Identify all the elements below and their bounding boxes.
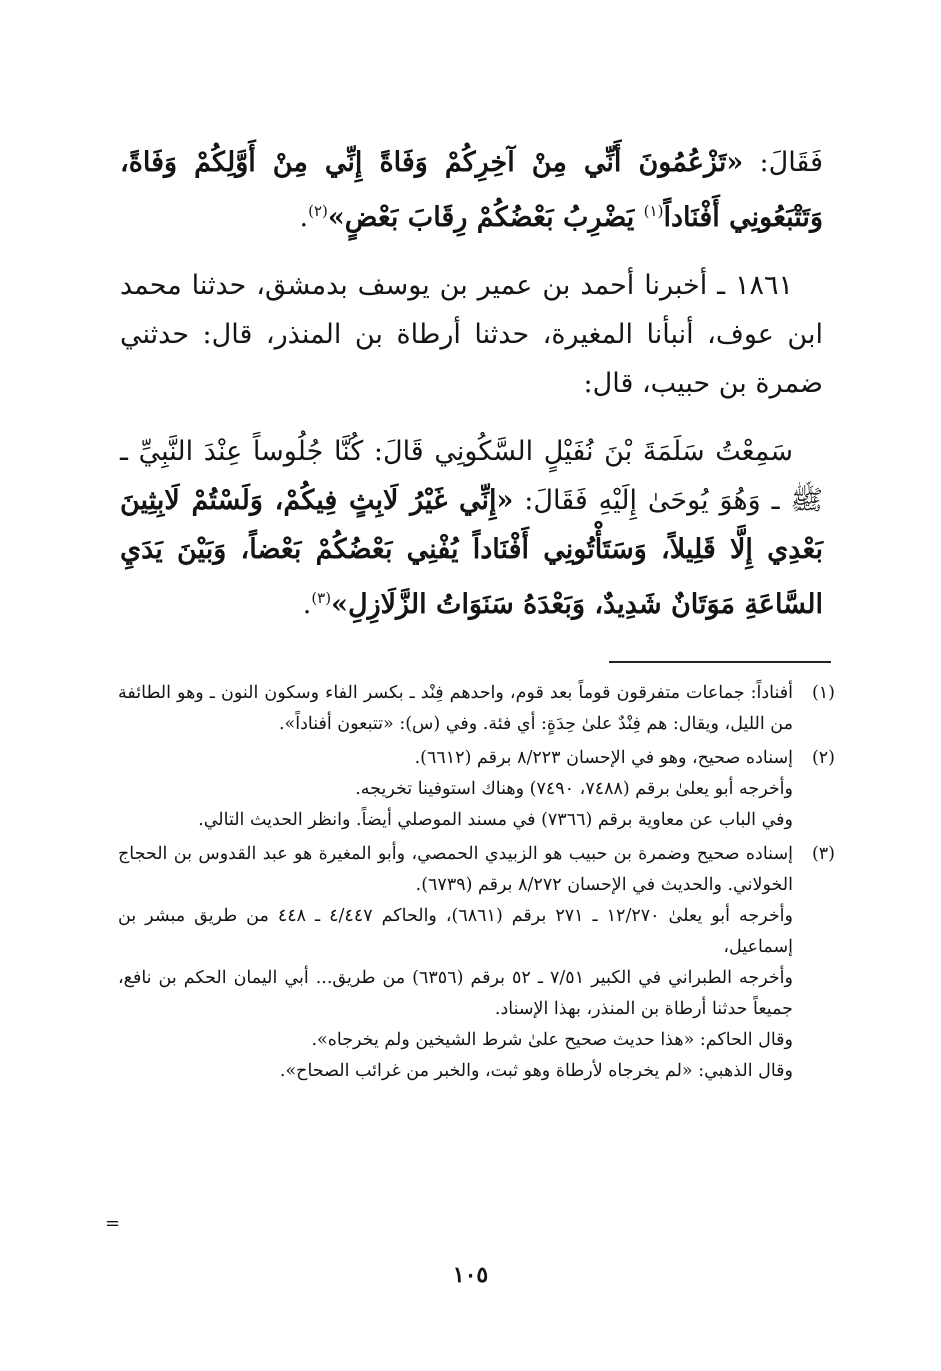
paragraph-1 — [120, 138, 823, 242]
footnote-line: وفي الباب عن معاوية برقم (٧٣٦٦) في مسند الموصلي أيضاً. وانظر الحديث التالي. — [198, 810, 793, 830]
footnote-line: إسناده صحيح وضمرة بن حبيب هو الزبيدي الحمصي، وأبو المغيرة هو عبد القدوس بن الحجاج الخولاني. والحديث في الإحسان ٨/٢٧٢ برقم (٦٧٣٩). — [118, 844, 793, 895]
footnote-line: وأخرجه أبو يعلىٰ ١٢/٢٧٠ ـ ٢٧١ برقم (٦٨٦١)، والحاكم ٤/٤٤٧ ـ ٤٤٨ من طريق مبشر بن إسماعيل، — [118, 906, 793, 957]
paragraph-intro: فَقَالَ: — [743, 147, 823, 178]
footnote-line: وأخرجه الطبراني في الكبير ٧/٥١ ـ ٥٢ برقم (٦٣٥٦) من طريق... أبي اليمان الحكم بن نافع، جميعاً حدثنا أرطاة بن المنذر، بهذا الإسناد. — [118, 968, 793, 1019]
footnote-ref: (٣) — [311, 589, 332, 607]
footnote-number: (٣) — [811, 844, 835, 864]
footnote-line: أفناداً: جماعات متفرقون قوماً بعد قوم، واحدهم فِنْد ـ بكسر الفاء وسكون النون ـ وهو الطائفة من الليل، ويقال: هم فِنْدٌ علىٰ حِدَةٍ: أي فئة. وفي (س): «تتبعون أفناداً». — [118, 683, 793, 734]
paragraph-intro: سَمِعْتُ سَلَمَةَ بْنَ نُفَيْلٍ السَّكُونِي قَالَ: كُنَّا جُلُوساً عِنْدَ النَّبِيِّ ـ ﷺ ـ وَهُوَ يُوحَىٰ إِلَيْهِ فَقَالَ: — [120, 436, 823, 516]
footnote-line: وأخرجه أبو يعلىٰ برقم (٧٤٨٨، ٧٤٩٠) وهناك استوفينا تخريجه. — [355, 779, 793, 799]
margin-mark: = — [105, 1213, 121, 1234]
hadith-text: «إِنِّي غَيْرُ لَابِثٍ فِيكُمْ، وَلَسْتُمْ لَابِثِينَ بَعْدِي إِلَّا قَلِيلاً، وَسَتَأْتُونِي أَفْنَاداً يُفْنِي بَعْضُكُمْ بَعْضاً، وَبَيْنَ يَدَيِ السَّاعَةِ مَوَتَانٌ شَدِيدٌ، وَبَعْدَهُ سَنَوَاتُ الزَّلَازِلِ» — [120, 485, 823, 620]
footnote-number: (١) — [811, 683, 835, 703]
footnote-1 — [118, 678, 835, 740]
paragraph-end: . — [299, 202, 309, 233]
isnad-text: ١٨٦١ ـ أخبرنا أحمد بن عمير بن يوسف بدمشق، حدثنا محمد ابن عوف، أنبأنا المغيرة، حدثنا أرطاة بن المنذر، قال: حدثني ضمرة بن حبيب، قال: — [120, 270, 823, 399]
page-number: ١٠٥ — [452, 1262, 489, 1288]
hadith-text-continued: يَضْرِبُ بَعْضُكُمْ رِقَابَ بَعْضٍ» — [327, 202, 644, 233]
paragraph-end: . — [302, 589, 312, 620]
main-text — [120, 138, 823, 648]
footnote-3 — [118, 839, 835, 1087]
paragraph-2 — [120, 261, 823, 408]
footnote-line: وقال الحاكم: «هذا حديث صحيح علىٰ شرط الشيخين ولم يخرجاه». — [311, 1030, 793, 1050]
footnote-ref: (١) — [643, 202, 664, 220]
footnote-ref: (٢) — [308, 202, 328, 220]
footnotes — [118, 678, 835, 1090]
footnote-number: (٢) — [811, 748, 835, 768]
footnote-line: وقال الذهبي: «لم يخرجاه لأرطاة وهو ثبت، والخبر من غرائب الصحاح». — [279, 1061, 793, 1081]
footnote-2 — [118, 743, 835, 836]
paragraph-3 — [120, 427, 823, 629]
footnote-separator — [609, 661, 831, 663]
hadith-text: «تَزْعُمُونَ أَنِّي مِنْ آخِرِكُمْ وَفَاةً إِنِّي مِنْ أَوَّلِكُمْ وَفَاةً، وَتَتْبَعُونِي أَفْنَاداً — [120, 147, 823, 233]
footnote-line: إسناده صحيح، وهو في الإحسان ٨/٢٢٣ برقم (٦٦١٢). — [414, 748, 793, 768]
